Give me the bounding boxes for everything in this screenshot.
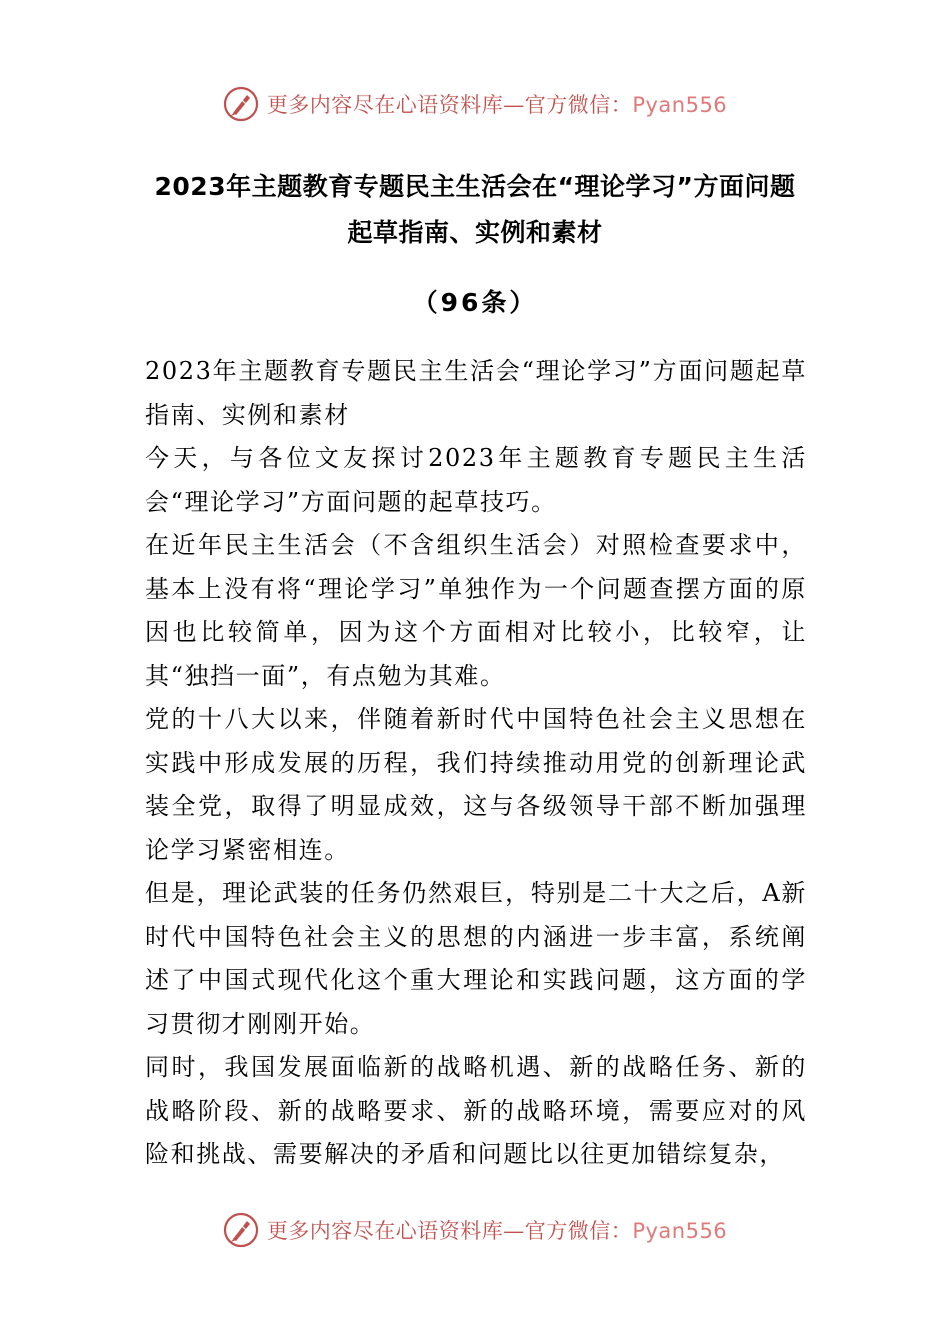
body-paragraph: 党的十八大以来，伴随着新时代中国特色社会主义思想在实践中形成发展的历程，我们持续推动用党的创新理论武装全党，取得了明显成效，这与各级领导干部不断加强理论学习紧密相连。 <box>145 705 807 864</box>
document-body <box>145 350 807 1177</box>
quill-logo-icon <box>223 86 259 122</box>
header-watermark-banner <box>0 80 950 128</box>
document-title-line-1: 2023年主题教育专题民主生活会在“理论学习”方面问题 <box>154 172 796 201</box>
body-paragraph: 但是，理论武装的任务仍然艰巨，特别是二十大之后，A新时代中国特色社会主义的思想的内涵进一步丰富，系统阐述了中国式现代化这个重大理论和实践问题，这方面的学习贯彻才刚刚开始。 <box>145 879 807 1038</box>
document-count-label: （96条） <box>412 288 538 317</box>
body-paragraph: 在近年民主生活会（不含组织生活会）对照检查要求中，基本上没有将“理论学习”单独作为一个问题查摆方面的原因也比较简单，因为这个方面相对比较小，比较窄，让其“独挡一面”，有点勉为其难。 <box>145 531 807 690</box>
quill-logo-icon <box>223 1212 259 1248</box>
footer-watermark-banner <box>0 1206 950 1254</box>
body-paragraph: 同时，我国发展面临新的战略机遇、新的战略任务、新的战略阶段、新的战略要求、新的战略环境，需要应对的风险和挑战、需要解决的矛盾和问题比以往更加错综复杂， <box>145 1053 807 1168</box>
wechat-id: Pyan556 <box>632 1219 728 1243</box>
wechat-id: Pyan556 <box>632 93 728 117</box>
document-title-line-2: 起草指南、实例和素材 <box>347 218 603 247</box>
body-paragraph: 今天，与各位文友探讨2023年主题教育专题民主生活会“理论学习”方面问题的起草技巧。 <box>145 444 807 516</box>
watermark-text: 更多内容尽在心语资料库—官方微信：Pyan556 <box>266 1219 728 1243</box>
watermark-text: 更多内容尽在心语资料库—官方微信：Pyan556 <box>266 93 728 117</box>
body-paragraph: 2023年主题教育专题民主生活会“理论学习”方面问题起草指南、实例和素材 <box>145 357 807 429</box>
